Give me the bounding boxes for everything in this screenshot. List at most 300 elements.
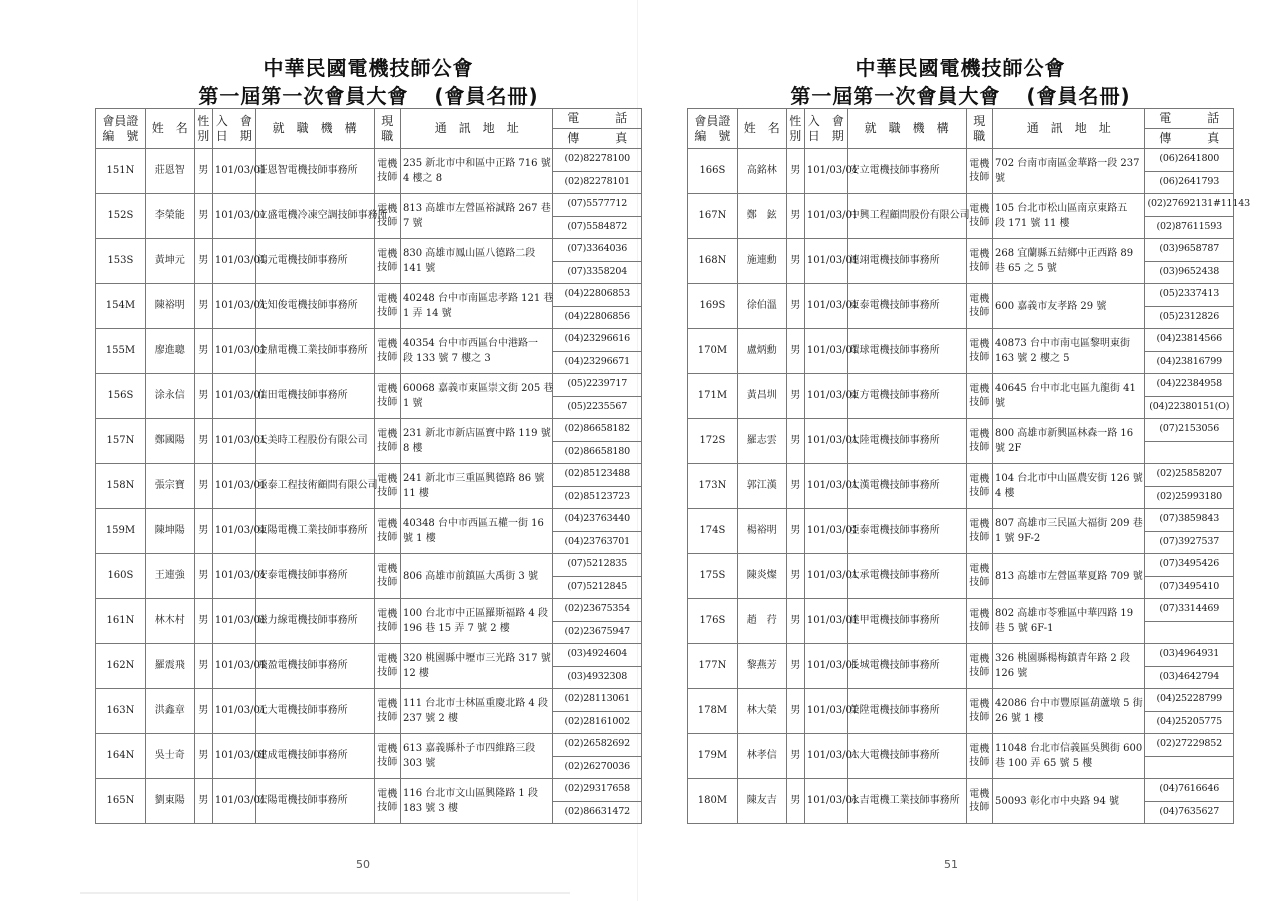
member-gender: 男 bbox=[786, 644, 804, 689]
job-line: 電機 bbox=[969, 158, 990, 170]
member-gender: 男 bbox=[194, 374, 212, 419]
member-join-date: 101/03/01 bbox=[804, 779, 847, 824]
job-line: 電機 bbox=[969, 698, 990, 710]
header-line: 會員證 bbox=[694, 113, 731, 128]
member-id: 179M bbox=[688, 734, 738, 779]
member-current-job bbox=[966, 149, 992, 194]
member-address bbox=[400, 554, 553, 599]
member-id: 164N bbox=[96, 734, 146, 779]
member-id: 172S bbox=[688, 419, 738, 464]
member-current-job bbox=[966, 734, 992, 779]
job-line: 技師 bbox=[969, 352, 990, 363]
member-gender: 男 bbox=[786, 149, 804, 194]
member-join-date: 101/03/01 bbox=[212, 509, 255, 554]
member-name: 黃昌圳 bbox=[737, 374, 786, 419]
job-line: 技師 bbox=[969, 307, 990, 318]
member-current-job bbox=[374, 149, 400, 194]
member-id: 151N bbox=[96, 149, 146, 194]
address-line: 巷 100 弄 65 號 5 樓 bbox=[994, 758, 1093, 769]
member-fax: (03)4642794 bbox=[1145, 666, 1234, 689]
member-gender: 男 bbox=[194, 779, 212, 824]
member-id: 173N bbox=[688, 464, 738, 509]
member-phone: (04)22384958 bbox=[1145, 374, 1234, 397]
job-line: 電機 bbox=[377, 293, 398, 305]
member-fax: (04)22380151(O) bbox=[1145, 396, 1234, 419]
member-name: 羅震飛 bbox=[145, 644, 194, 689]
member-current-job bbox=[374, 374, 400, 419]
member-phone: (07)2153056 bbox=[1145, 419, 1234, 442]
member-phone: (05)2337413 bbox=[1145, 284, 1234, 307]
member-join-date: 101/03/01 bbox=[804, 149, 847, 194]
address-line: 號 1 樓 bbox=[402, 533, 436, 544]
job-line: 電機 bbox=[969, 563, 990, 575]
document-title: 中華民國電機技師公會 bbox=[263, 56, 474, 80]
member-id: 167N bbox=[688, 194, 738, 239]
member-name: 徐伯溫 bbox=[737, 284, 786, 329]
member-address bbox=[400, 734, 553, 779]
member-current-job bbox=[966, 239, 992, 284]
member-name: 吳士奇 bbox=[145, 734, 194, 779]
job-line: 技師 bbox=[969, 262, 990, 273]
member-row bbox=[96, 149, 642, 172]
member-fax: (06)2641793 bbox=[1145, 171, 1234, 194]
member-gender: 男 bbox=[786, 554, 804, 599]
member-name: 張宗寶 bbox=[145, 464, 194, 509]
member-gender: 男 bbox=[786, 194, 804, 239]
member-name: 施連勳 bbox=[737, 239, 786, 284]
member-row bbox=[688, 374, 1234, 397]
member-name: 廖進聰 bbox=[145, 329, 194, 374]
member-join-date: 101/03/01 bbox=[212, 779, 255, 824]
member-name: 洪鑫章 bbox=[145, 689, 194, 734]
member-employer: 安立電機技師事務所 bbox=[847, 149, 966, 194]
member-employer: 元大電機技師事務所 bbox=[255, 689, 374, 734]
member-join-date: 101/03/01 bbox=[804, 554, 847, 599]
member-employer: 安泰電機技師事務所 bbox=[255, 554, 374, 599]
job-line: 電機 bbox=[969, 788, 990, 800]
member-join-date: 101/03/01 bbox=[804, 689, 847, 734]
member-gender: 男 bbox=[194, 419, 212, 464]
address-line: 60068 嘉義市東區崇文街 205 巷 bbox=[402, 383, 554, 394]
member-fax: (05)2235567 bbox=[553, 396, 642, 419]
address-line: 830 高雄市鳳山區八德路二段 bbox=[402, 248, 536, 259]
address-line: 235 新北市中和區中正路 716 號 bbox=[402, 158, 551, 169]
member-name: 李榮能 bbox=[145, 194, 194, 239]
member-join-date: 101/03/01 bbox=[804, 239, 847, 284]
address-line: 7 號 bbox=[402, 218, 423, 229]
member-phone: (02)27229852 bbox=[1145, 734, 1234, 757]
member-address bbox=[992, 689, 1145, 734]
member-id: 176S bbox=[688, 599, 738, 644]
member-join-date: 101/03/01 bbox=[804, 734, 847, 779]
member-name: 陳裕明 bbox=[145, 284, 194, 329]
member-phone: (02)28113061 bbox=[553, 689, 642, 712]
member-employer: 亟泰工程技術顧問有限公司 bbox=[255, 464, 374, 509]
address-line: 802 高雄市苓雅區中華四路 19 bbox=[994, 608, 1134, 619]
member-phone: (03)4924604 bbox=[553, 644, 642, 667]
column-header-fax: 傳 真 bbox=[1145, 129, 1234, 149]
member-row bbox=[96, 779, 642, 802]
address-line: 303 號 bbox=[402, 758, 436, 769]
address-line: 104 台北市中山區農安街 126 號 bbox=[994, 473, 1143, 484]
member-phone: (02)27692131#11143 bbox=[1145, 194, 1234, 217]
address-line: 巷 65 之 5 號 bbox=[994, 263, 1057, 274]
column-header-current-job bbox=[374, 109, 400, 149]
member-join-date: 101/03/01 bbox=[212, 194, 255, 239]
page-right bbox=[637, 0, 1274, 901]
member-phone: (07)3314469 bbox=[1145, 599, 1234, 622]
address-line: 12 樓 bbox=[402, 668, 429, 679]
member-phone: (02)85123488 bbox=[553, 464, 642, 487]
member-name: 林木村 bbox=[145, 599, 194, 644]
address-line: 141 號 bbox=[402, 263, 436, 274]
member-current-job bbox=[374, 599, 400, 644]
member-fax: (04)25205775 bbox=[1145, 711, 1234, 734]
job-line: 電機 bbox=[377, 248, 398, 260]
member-roster-table bbox=[687, 108, 1250, 824]
page-number: 51 bbox=[944, 858, 958, 871]
member-current-job bbox=[966, 374, 992, 419]
member-fax: (04)23763701 bbox=[553, 531, 642, 554]
column-header-join-date bbox=[804, 109, 847, 149]
job-line: 電機 bbox=[377, 473, 398, 485]
job-line: 技師 bbox=[969, 802, 990, 813]
member-join-date: 101/03/01 bbox=[804, 329, 847, 374]
member-employer: 中興工程顧問股份有限公司 bbox=[847, 194, 966, 239]
header-line: 會員證 bbox=[102, 113, 139, 128]
subtitle-note: (會員名冊) bbox=[1026, 84, 1131, 108]
page-number: 50 bbox=[356, 858, 370, 871]
job-line: 技師 bbox=[969, 487, 990, 498]
member-address bbox=[400, 689, 553, 734]
member-current-job bbox=[966, 419, 992, 464]
job-line: 技師 bbox=[969, 712, 990, 723]
address-line: 號 bbox=[994, 398, 1005, 409]
job-line: 技師 bbox=[969, 532, 990, 543]
member-employer: 立盛電機冷凍空調技師事務所 bbox=[255, 194, 374, 239]
member-name: 劉東陽 bbox=[145, 779, 194, 824]
member-join-date: 101/03/01 bbox=[212, 599, 255, 644]
address-line: 段 133 號 7 樓之 3 bbox=[402, 353, 491, 364]
member-current-job bbox=[374, 734, 400, 779]
member-row bbox=[96, 554, 642, 577]
member-id: 152S bbox=[96, 194, 146, 239]
member-address bbox=[400, 509, 553, 554]
scan-artifact bbox=[80, 892, 570, 894]
member-row bbox=[688, 779, 1234, 802]
member-row bbox=[96, 419, 642, 442]
header-line: 日 期 bbox=[215, 128, 252, 143]
member-join-date: 101/03/01 bbox=[804, 599, 847, 644]
member-employer: 榮陞電機技師事務所 bbox=[847, 689, 966, 734]
member-join-date: 101/03/01 bbox=[212, 329, 255, 374]
member-employer: 鴻元電機技師事務所 bbox=[255, 239, 374, 284]
member-employer: 大承電機技師事務所 bbox=[847, 554, 966, 599]
job-line: 電機 bbox=[377, 383, 398, 395]
address-line: 26 號 1 樓 bbox=[994, 713, 1044, 724]
address-line: 段 171 號 11 樓 bbox=[994, 218, 1070, 229]
job-line: 電機 bbox=[969, 248, 990, 260]
address-line: 126 號 bbox=[994, 668, 1028, 679]
member-id: 177N bbox=[688, 644, 738, 689]
address-line: 231 新北市新店區寶中路 119 號 bbox=[402, 428, 551, 439]
column-header-join-date bbox=[212, 109, 255, 149]
column-header-address: 通 訊 地 址 bbox=[400, 109, 553, 149]
member-name: 高銘林 bbox=[737, 149, 786, 194]
member-join-date: 101/03/01 bbox=[804, 644, 847, 689]
job-line: 電機 bbox=[377, 518, 398, 530]
member-row bbox=[688, 689, 1234, 712]
subtitle-note: (會員名冊) bbox=[434, 84, 539, 108]
member-gender: 男 bbox=[194, 509, 212, 554]
address-line: 42086 台中市豐原區葫蘆墩 5 街 bbox=[994, 698, 1143, 709]
member-phone: (07)5577712 bbox=[553, 194, 642, 217]
address-line: 613 嘉義縣朴子市四維路三段 bbox=[402, 743, 536, 754]
job-line: 技師 bbox=[377, 712, 398, 723]
member-current-job bbox=[374, 329, 400, 374]
member-join-date: 101/03/01 bbox=[804, 464, 847, 509]
address-line: 40354 台中市西區台中港路一 bbox=[402, 338, 538, 349]
member-fax: (04)23296671 bbox=[553, 351, 642, 374]
member-gender: 男 bbox=[786, 734, 804, 779]
member-current-job bbox=[966, 329, 992, 374]
member-row bbox=[96, 329, 642, 352]
member-gender: 男 bbox=[786, 329, 804, 374]
member-phone: (07)3364036 bbox=[553, 239, 642, 262]
member-fax: (02)87611593 bbox=[1145, 216, 1234, 239]
member-gender: 男 bbox=[786, 689, 804, 734]
job-line: 電機 bbox=[377, 788, 398, 800]
member-id: 170M bbox=[688, 329, 738, 374]
member-address bbox=[992, 599, 1145, 644]
member-name: 王連強 bbox=[145, 554, 194, 599]
address-line: 100 台北市中正區羅斯福路 4 段 bbox=[402, 608, 548, 619]
column-header-employer: 就 職 機 構 bbox=[255, 109, 374, 149]
member-name: 陳坤陽 bbox=[145, 509, 194, 554]
member-employer: 大陸電機技師事務所 bbox=[847, 419, 966, 464]
member-employer: 信田電機技師事務所 bbox=[255, 374, 374, 419]
member-id: 163N bbox=[96, 689, 146, 734]
job-line: 技師 bbox=[377, 397, 398, 408]
member-current-job bbox=[374, 194, 400, 239]
member-address bbox=[400, 239, 553, 284]
member-fax: (04)7635627 bbox=[1145, 801, 1234, 824]
member-id: 160S bbox=[96, 554, 146, 599]
member-address bbox=[992, 194, 1145, 239]
header-line: 職 bbox=[381, 128, 394, 143]
member-row bbox=[96, 194, 642, 217]
member-fax: (03)4932308 bbox=[553, 666, 642, 689]
address-line: 11 樓 bbox=[402, 488, 429, 499]
address-line: 702 台南市南區金華路一段 237 bbox=[994, 158, 1140, 169]
member-current-job bbox=[966, 509, 992, 554]
member-employer: 連翊電機技師事務所 bbox=[847, 239, 966, 284]
address-line: 4 樓之 8 bbox=[402, 173, 443, 184]
member-row bbox=[96, 284, 642, 307]
member-current-job bbox=[374, 509, 400, 554]
member-fax: (04)23816799 bbox=[1145, 351, 1234, 374]
member-name: 楊裕明 bbox=[737, 509, 786, 554]
member-name: 郭江漢 bbox=[737, 464, 786, 509]
document-subtitle bbox=[687, 80, 1234, 109]
member-id: 155M bbox=[96, 329, 146, 374]
header-line: 現 bbox=[381, 113, 394, 128]
member-join-date: 101/03/01 bbox=[212, 284, 255, 329]
job-line: 電機 bbox=[969, 338, 990, 350]
member-gender: 男 bbox=[786, 599, 804, 644]
member-employer: 永吉電機工業技師事務所 bbox=[847, 779, 966, 824]
member-join-date: 101/03/01 bbox=[804, 509, 847, 554]
member-fax: (02)25993180 bbox=[1145, 486, 1234, 509]
member-employer: 飛盈電機技師事務所 bbox=[255, 644, 374, 689]
job-line: 技師 bbox=[377, 217, 398, 228]
job-line: 電機 bbox=[969, 743, 990, 755]
address-line: 1 號 bbox=[402, 398, 423, 409]
member-address bbox=[992, 329, 1145, 374]
member-employer: 莊恩智電機技師事務所 bbox=[255, 149, 374, 194]
member-gender: 男 bbox=[194, 194, 212, 239]
member-phone: (04)7616646 bbox=[1145, 779, 1234, 802]
address-line: 8 樓 bbox=[402, 443, 423, 454]
member-employer: 東泰電機技師事務所 bbox=[847, 284, 966, 329]
member-current-job bbox=[374, 689, 400, 734]
job-line: 電機 bbox=[377, 653, 398, 665]
member-phone: (02)29317658 bbox=[553, 779, 642, 802]
address-line: 813 高雄市左營區華夏路 709 號 bbox=[994, 570, 1143, 582]
member-gender: 男 bbox=[194, 554, 212, 599]
job-line: 電機 bbox=[969, 428, 990, 440]
job-line: 技師 bbox=[969, 172, 990, 183]
member-id: 162N bbox=[96, 644, 146, 689]
job-line: 技師 bbox=[969, 577, 990, 588]
member-gender: 男 bbox=[194, 599, 212, 644]
member-join-date: 101/03/01 bbox=[212, 419, 255, 464]
header-line: 日 期 bbox=[807, 128, 844, 143]
job-line: 電機 bbox=[377, 338, 398, 350]
member-row bbox=[96, 464, 642, 487]
member-join-date: 101/03/01 bbox=[804, 284, 847, 329]
member-id: 178M bbox=[688, 689, 738, 734]
member-name: 鄭 鉉 bbox=[737, 194, 786, 239]
member-gender: 男 bbox=[786, 464, 804, 509]
member-phone: (04)23296616 bbox=[553, 329, 642, 352]
member-phone: (02)26582692 bbox=[553, 734, 642, 757]
member-employer: 六大電機技師事務所 bbox=[847, 734, 966, 779]
member-address bbox=[992, 779, 1145, 824]
member-fax: (02)86631472 bbox=[553, 801, 642, 824]
member-current-job bbox=[966, 599, 992, 644]
member-id: 154M bbox=[96, 284, 146, 329]
member-join-date: 101/03/01 bbox=[804, 419, 847, 464]
job-line: 技師 bbox=[969, 757, 990, 768]
member-join-date: 101/03/01 bbox=[212, 689, 255, 734]
member-employer: 磁力線電機技師事務所 bbox=[255, 599, 374, 644]
header-line: 編 號 bbox=[102, 128, 139, 143]
member-employer: 東方電機技師事務所 bbox=[847, 374, 966, 419]
subtitle-main: 第一屆第一次會員大會 bbox=[198, 84, 409, 108]
job-line: 電機 bbox=[377, 428, 398, 440]
address-line: 807 高雄市三民區大福街 209 巷 bbox=[994, 518, 1143, 529]
job-line: 電機 bbox=[969, 293, 990, 305]
job-line: 技師 bbox=[377, 307, 398, 318]
address-line: 237 號 2 樓 bbox=[402, 713, 458, 724]
member-employer: 建成電機技師事務所 bbox=[255, 734, 374, 779]
member-employer: 宏陽電機技師事務所 bbox=[255, 779, 374, 824]
member-fax: (07)3495410 bbox=[1145, 576, 1234, 599]
header-row bbox=[96, 109, 642, 129]
member-join-date: 101/03/01 bbox=[212, 554, 255, 599]
job-line: 技師 bbox=[377, 172, 398, 183]
column-header-member-id bbox=[96, 109, 146, 149]
member-address bbox=[400, 464, 553, 509]
member-name: 鄭國陽 bbox=[145, 419, 194, 464]
job-line: 電機 bbox=[377, 563, 398, 575]
address-line: 326 桃園縣楊梅鎮青年路 2 段 bbox=[994, 653, 1130, 664]
member-employer: 環球電機技師事務所 bbox=[847, 329, 966, 374]
member-address bbox=[400, 599, 553, 644]
member-address bbox=[992, 644, 1145, 689]
member-id: 161N bbox=[96, 599, 146, 644]
job-line: 技師 bbox=[377, 352, 398, 363]
job-line: 技師 bbox=[377, 262, 398, 273]
member-phone: (04)23763440 bbox=[553, 509, 642, 532]
job-line: 技師 bbox=[377, 532, 398, 543]
member-fax bbox=[1145, 621, 1234, 644]
member-current-job bbox=[966, 689, 992, 734]
member-employer: 金鼎電機工業技師事務所 bbox=[255, 329, 374, 374]
job-line: 技師 bbox=[377, 757, 398, 768]
column-header-name: 姓 名 bbox=[145, 109, 194, 149]
member-name: 林孝信 bbox=[737, 734, 786, 779]
member-fax bbox=[1145, 441, 1234, 464]
member-row bbox=[688, 194, 1234, 217]
header-line: 別 bbox=[197, 128, 210, 143]
member-employer: 東陽電機工業技師事務所 bbox=[255, 509, 374, 554]
member-fax: (02)26270036 bbox=[553, 756, 642, 779]
member-address bbox=[992, 284, 1145, 329]
member-current-job bbox=[966, 644, 992, 689]
header-line: 職 bbox=[973, 128, 986, 143]
member-phone: (07)5212835 bbox=[553, 554, 642, 577]
member-id: 169S bbox=[688, 284, 738, 329]
address-line: 813 高雄市左營區裕誠路 267 巷 bbox=[402, 203, 551, 214]
member-phone: (05)2239717 bbox=[553, 374, 642, 397]
member-fax: (04)22806856 bbox=[553, 306, 642, 329]
member-fax: (07)5212845 bbox=[553, 576, 642, 599]
member-row bbox=[96, 689, 642, 712]
job-line: 電機 bbox=[377, 698, 398, 710]
member-current-job bbox=[966, 779, 992, 824]
member-address bbox=[400, 194, 553, 239]
member-join-date: 101/03/01 bbox=[212, 644, 255, 689]
column-header-gender bbox=[786, 109, 804, 149]
member-row bbox=[96, 599, 642, 622]
member-name: 羅志雲 bbox=[737, 419, 786, 464]
member-address bbox=[400, 419, 553, 464]
member-current-job bbox=[374, 464, 400, 509]
member-row bbox=[688, 464, 1234, 487]
member-current-job bbox=[966, 284, 992, 329]
member-gender: 男 bbox=[194, 644, 212, 689]
member-id: 180M bbox=[688, 779, 738, 824]
member-row bbox=[96, 644, 642, 667]
member-address bbox=[992, 509, 1145, 554]
member-join-date: 101/03/01 bbox=[804, 194, 847, 239]
member-fax: (02)82278101 bbox=[553, 171, 642, 194]
member-fax: (07)3358204 bbox=[553, 261, 642, 284]
member-address bbox=[992, 149, 1145, 194]
member-gender: 男 bbox=[786, 419, 804, 464]
